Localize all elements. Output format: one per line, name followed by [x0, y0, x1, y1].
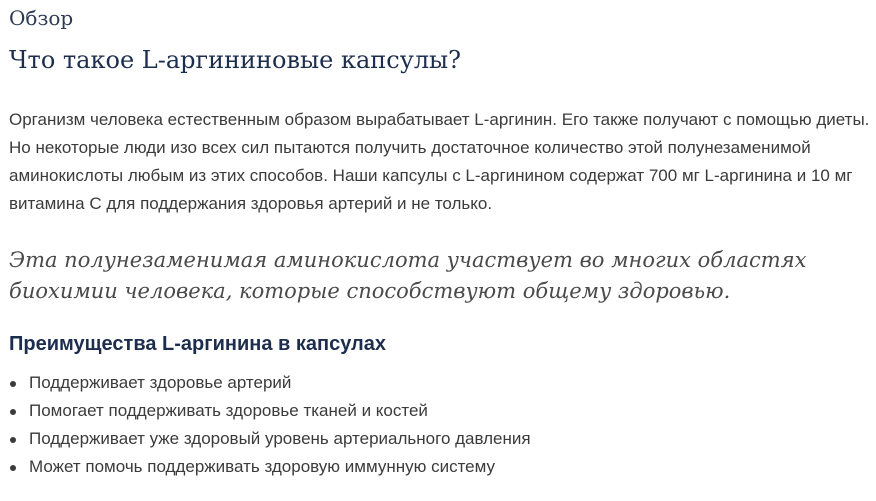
list-item	[9, 397, 531, 425]
bullet-icon	[10, 409, 16, 415]
list-item-text: Поддерживает здоровье артерий	[29, 373, 292, 392]
pull-quote: Эта полунезаменимая аминокислота участвует во многих областях биохимии человека, которые способствуют общему здоровью.	[9, 248, 807, 303]
bullet-icon	[10, 381, 16, 387]
intro-paragraph: Организм человека естественным образом вырабатывает L-аргинин. Его также получают с помощью диеты. Но некоторые люди изо всех сил пытаются получить достаточное количество этой полунезаменимой аминокислоты любым из этих способов. Наши капсулы с L-аргинином содержат 700 мг L-аргинина и 10 мг витамина C для поддержания здоровья артерий и не только.	[9, 110, 870, 213]
list-item	[9, 453, 531, 481]
section-label: Обзор	[9, 6, 74, 30]
list-item	[9, 425, 531, 453]
benefits-heading: Преимущества L-аргинина в капсулах	[9, 333, 387, 355]
bullet-icon	[10, 465, 16, 471]
list-item-text: Поддерживает уже здоровый уровень артериального давления	[29, 429, 531, 448]
bullet-icon	[10, 437, 16, 443]
page-title: Что такое L-аргининовые капсулы?	[9, 46, 462, 74]
benefits-list	[9, 369, 531, 481]
list-item-text: Помогает поддерживать здоровье тканей и костей	[29, 401, 428, 420]
list-item	[9, 369, 531, 397]
list-item-text: Может помочь поддерживать здоровую иммунную систему	[29, 457, 496, 476]
